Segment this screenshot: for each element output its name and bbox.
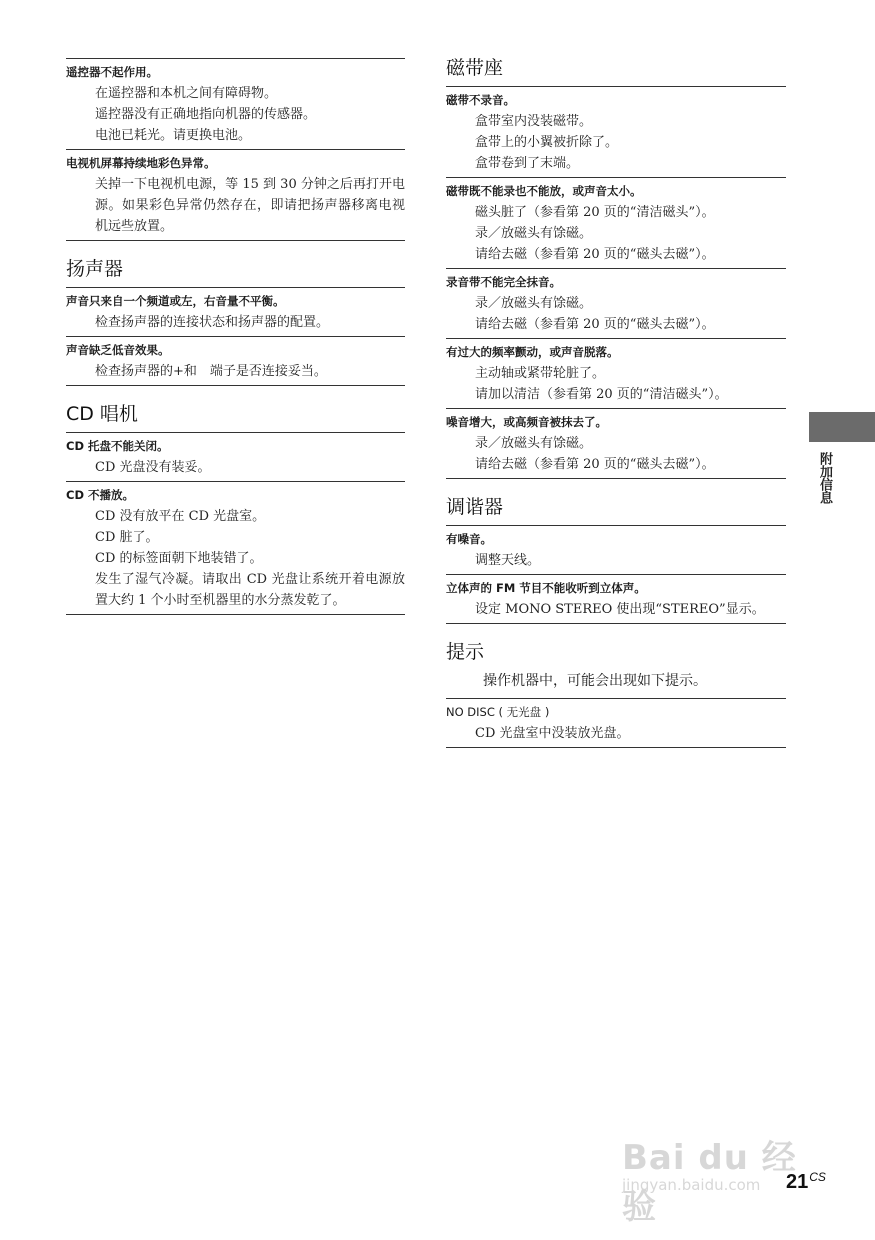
watermark-url: jingyan.baidu.com bbox=[622, 1176, 761, 1194]
body-line: CD 的标签面朝下地装错了。 bbox=[95, 551, 263, 566]
left-column bbox=[66, 58, 405, 631]
watermark-logo: Bai du 经验 bbox=[622, 1138, 797, 1227]
page-number bbox=[786, 1170, 826, 1194]
tape-block bbox=[446, 408, 786, 479]
block-heading: 声音只来自一个频道或左，右音量不平衡。 bbox=[66, 294, 285, 308]
tape-block bbox=[446, 268, 786, 338]
tv-color-block bbox=[66, 149, 405, 241]
section-title: CD 唱机 bbox=[66, 403, 138, 425]
body-line: 在遥控器和本机之间有障碍物。 bbox=[95, 86, 278, 101]
side-tab-label: 附加信息 bbox=[817, 452, 832, 504]
cd-block bbox=[66, 432, 405, 481]
body-line: CD 没有放平在 CD 光盘室。 bbox=[95, 509, 266, 524]
speaker-block bbox=[66, 287, 405, 336]
tape-block bbox=[446, 338, 786, 408]
page-number-suffix: CS bbox=[809, 1170, 826, 1184]
messages-section bbox=[446, 640, 786, 748]
tape-block bbox=[446, 177, 786, 268]
block-heading: 电视机屏幕持续地彩色异常。 bbox=[66, 156, 216, 170]
body-line: 设定 MONO STEREO 使出现“STEREO”显示。 bbox=[475, 602, 765, 617]
body-line: 盒带上的小翼被折除了。 bbox=[475, 135, 619, 150]
section-title: 扬声器 bbox=[66, 258, 124, 280]
remote-block bbox=[66, 58, 405, 149]
body-line: 请加以清洁（参看第 20 页的“清洁磁头”）。 bbox=[475, 387, 728, 402]
body-line: 录／放磁头有馀磁。 bbox=[475, 226, 593, 241]
block-heading: 有过大的频率颤动，或声音脱落。 bbox=[446, 345, 619, 359]
body-line: 请给去磁（参看第 20 页的“磁头去磁”）。 bbox=[475, 317, 715, 332]
tape-block bbox=[446, 86, 786, 177]
watermark bbox=[618, 1112, 828, 1227]
speaker-block bbox=[66, 336, 405, 386]
block-heading: CD 不播放。 bbox=[66, 488, 134, 502]
block-heading: 磁带不录音。 bbox=[446, 93, 515, 107]
section-title: 提示 bbox=[446, 641, 485, 663]
section-title: 磁带座 bbox=[446, 57, 504, 79]
body-line: 磁头脏了（参看第 20 页的“清洁磁头”）。 bbox=[475, 205, 715, 220]
body-line: 盒带卷到了末端。 bbox=[475, 156, 580, 171]
body-line: CD 脏了。 bbox=[95, 530, 159, 545]
body-line: 发生了湿气冷凝。请取出 CD 光盘让系统开着电源放置大约 1 个小时至机器里的水分蒸发乾了。 bbox=[95, 572, 405, 608]
block-heading: CD 托盘不能关闭。 bbox=[66, 439, 169, 453]
tuner-block bbox=[446, 574, 786, 624]
block-heading: 声音缺乏低音效果。 bbox=[66, 343, 170, 357]
block-heading: 有噪音。 bbox=[446, 532, 492, 546]
speaker-section bbox=[66, 257, 405, 386]
block-heading: 遥控器不起作用。 bbox=[66, 65, 158, 79]
body-line: CD 光盘没有装妥。 bbox=[95, 460, 211, 475]
body-line: 电池已耗光。请更换电池。 bbox=[95, 128, 252, 143]
block-heading: 噪音增大，或高频音被抹去了。 bbox=[446, 415, 607, 429]
section-intro: 操作机器中，可能会出现如下提示。 bbox=[483, 673, 707, 689]
body-line: 主动轴或紧带轮脏了。 bbox=[475, 366, 606, 381]
body-line: 调整天线。 bbox=[475, 553, 541, 568]
block-heading: 录音带不能完全抹音。 bbox=[446, 275, 561, 289]
body-line: 检查扬声器的连接状态和扬声器的配置。 bbox=[95, 315, 330, 330]
block-heading: 磁带既不能录也不能放，或声音太小。 bbox=[446, 184, 642, 198]
message-block bbox=[446, 698, 786, 748]
body-line: 检查扬声器的+和 端子是否连接妥当。 bbox=[95, 364, 327, 379]
remote-tv-section bbox=[66, 58, 405, 241]
block-heading: NO DISC ( 无光盘 ) bbox=[446, 705, 550, 719]
block-heading: 立体声的 FM 节目不能收听到立体声。 bbox=[446, 581, 646, 595]
body-line: 请给去磁（参看第 20 页的“磁头去磁”）。 bbox=[475, 457, 715, 472]
body-line: 请给去磁（参看第 20 页的“磁头去磁”）。 bbox=[475, 247, 715, 262]
body-line: CD 光盘室中没装放光盘。 bbox=[475, 726, 630, 741]
tuner-section bbox=[446, 495, 786, 624]
body-line: 录／放磁头有馀磁。 bbox=[475, 296, 593, 311]
page-number-value: 21 bbox=[786, 1171, 809, 1193]
cd-block bbox=[66, 481, 405, 615]
right-column bbox=[446, 56, 786, 764]
body-line: 关掉一下电视机电源，等 15 到 30 分钟之后再打开电源。如果彩色异常仍然存在，即请把扬声器移离电视机远些放置。 bbox=[95, 177, 405, 234]
tape-section bbox=[446, 56, 786, 479]
body-line: 遥控器没有正确地指向机器的传感器。 bbox=[95, 107, 317, 122]
body-line: 盒带室内没装磁带。 bbox=[475, 114, 593, 129]
cd-section bbox=[66, 402, 405, 615]
section-title: 调谐器 bbox=[446, 496, 504, 518]
side-tab-marker bbox=[809, 412, 875, 442]
body-line: 录／放磁头有馀磁。 bbox=[475, 436, 593, 451]
tuner-block bbox=[446, 525, 786, 574]
